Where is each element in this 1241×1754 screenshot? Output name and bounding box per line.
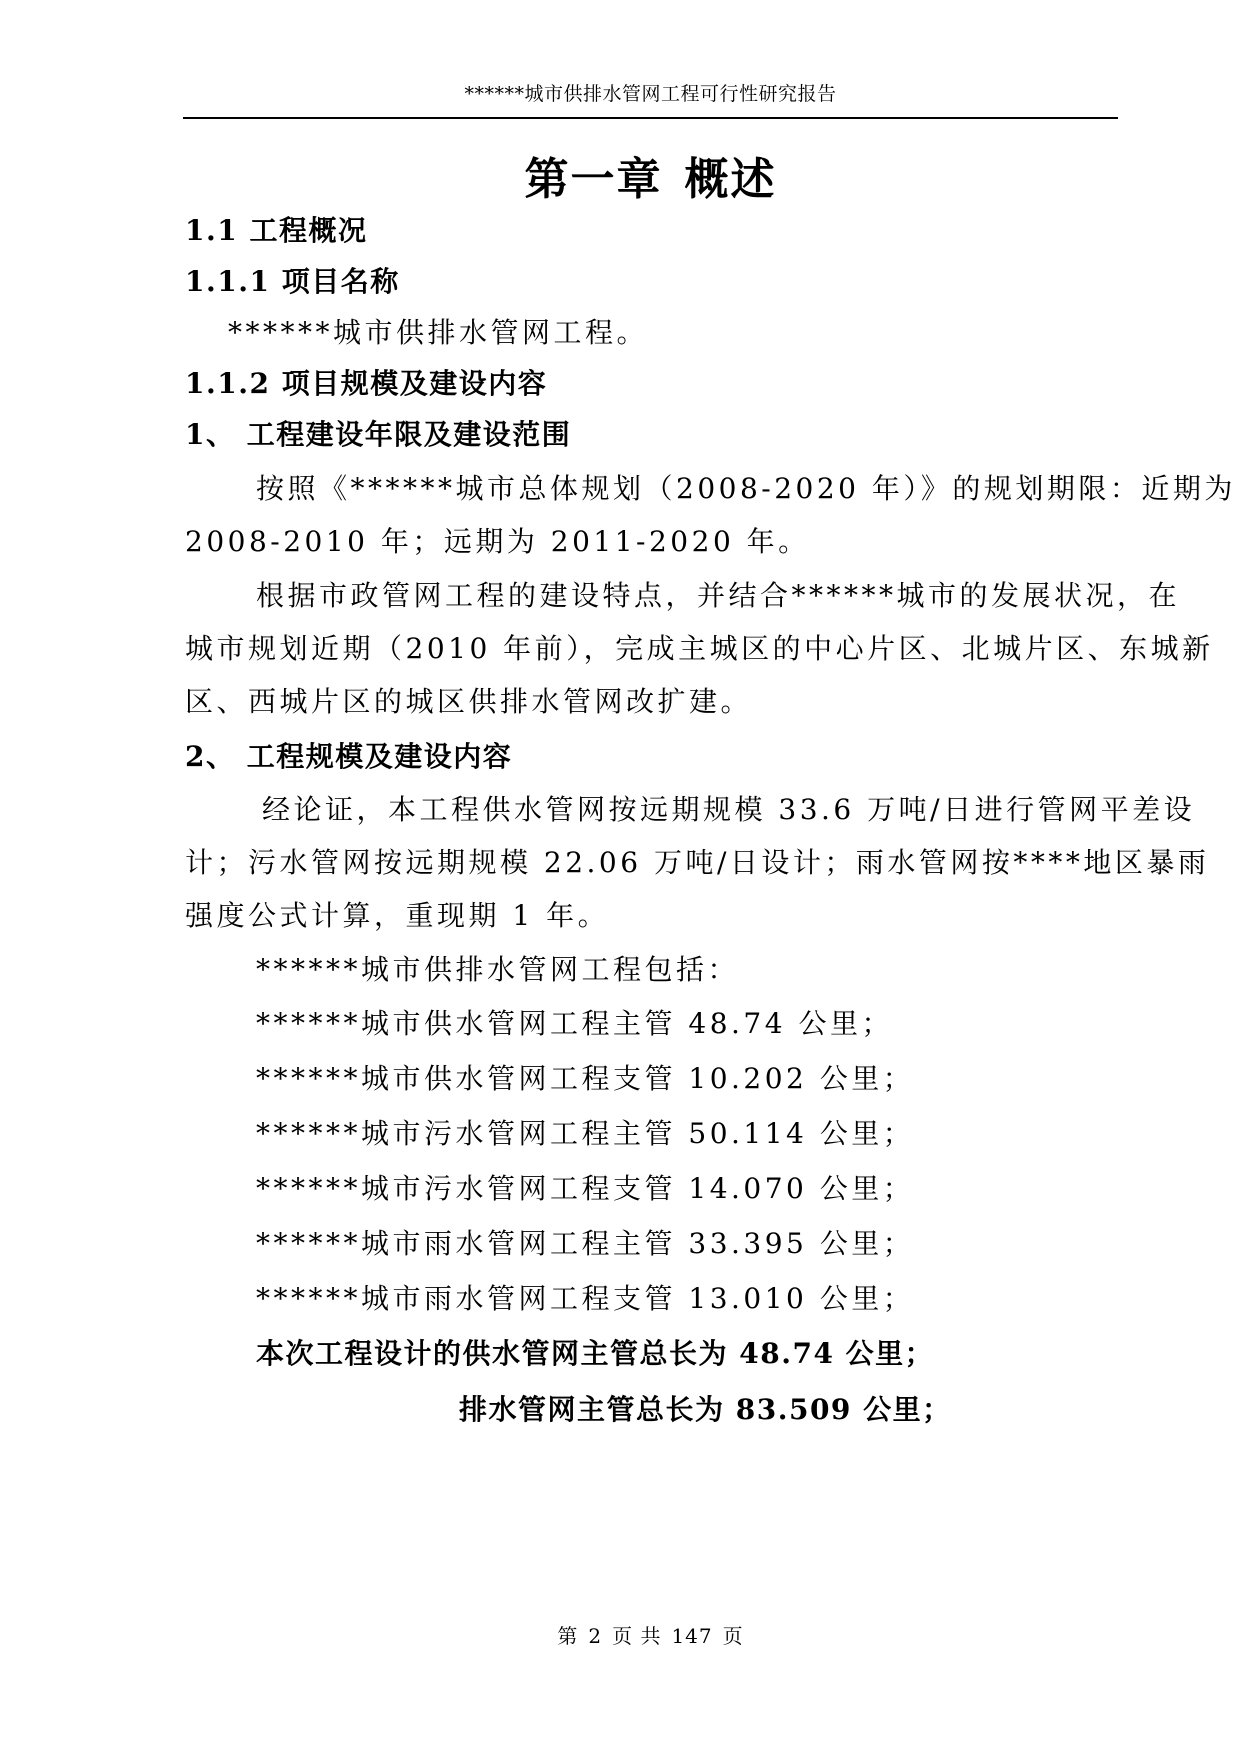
list-item: ******城市雨水管网工程主管 33.395 公里； xyxy=(256,1227,915,1260)
item2-heading: 2、 工程规模及建设内容 xyxy=(185,740,513,773)
section-heading-1-1-1: 1.1.1 项目名称 xyxy=(185,265,400,298)
footer-middle: 页 共 xyxy=(612,1624,662,1648)
paragraph-line: 计；污水管网按远期规模 22.06 万吨/日设计；雨水管网按****地区暴雨 xyxy=(185,846,1210,879)
paragraph-line: 2008-2010 年；远期为 2011-2020 年。 xyxy=(185,525,810,558)
paragraph-line: 城市规划近期（2010 年前），完成主城区的中心片区、北城片区、东城新 xyxy=(185,632,1214,665)
list-item: ******城市污水管网工程支管 14.070 公里； xyxy=(256,1172,915,1205)
chapter-number: 第一章 xyxy=(524,154,663,205)
paragraph-line: 经论证，本工程供水管网按远期规模 33.6 万吨/日进行管网平差设 xyxy=(262,793,1196,826)
includes-intro: ******城市供排水管网工程包括： xyxy=(256,953,740,986)
chapter-name: 概述 xyxy=(684,154,777,205)
paragraph-line: 强度公式计算，重现期 1 年。 xyxy=(185,899,610,932)
paragraph-line: 按照《******城市总体规划（2008-2020 年）》的规划期限：近期为 xyxy=(256,472,1236,505)
header-rule xyxy=(183,117,1118,119)
project-name-text: ******城市供排水管网工程。 xyxy=(228,316,649,349)
list-item: ******城市供水管网工程主管 48.74 公里； xyxy=(256,1007,893,1040)
page-total: 147 xyxy=(671,1624,713,1648)
summary-line-water-supply: 本次工程设计的供水管网主管总长为 48.74 公里； xyxy=(256,1337,935,1370)
list-item: ******城市雨水管网工程支管 13.010 公里； xyxy=(256,1282,915,1315)
section-heading-1-1: 1.1 工程概况 xyxy=(185,214,368,247)
paragraph-line: 区、西城片区的城区供排水管网改扩建。 xyxy=(185,685,753,718)
paragraph-line: 根据市政管网工程的建设特点，并结合******城市的发展状况，在 xyxy=(256,579,1181,612)
list-item: ******城市污水管网工程主管 50.114 公里； xyxy=(256,1117,915,1150)
page-number: 2 xyxy=(588,1624,603,1648)
section-heading-1-1-2: 1.1.2 项目规模及建设内容 xyxy=(185,367,548,400)
summary-line-drainage: 排水管网主管总长为 83.509 公里； xyxy=(459,1393,952,1426)
running-header: ******城市供排水管网工程可行性研究报告 xyxy=(464,83,837,105)
chapter-title xyxy=(183,148,1118,212)
footer-prefix: 第 xyxy=(557,1624,579,1648)
item1-heading: 1、 工程建设年限及建设范围 xyxy=(185,418,572,451)
list-item: ******城市供水管网工程支管 10.202 公里； xyxy=(256,1062,915,1095)
footer-suffix: 页 xyxy=(722,1624,744,1648)
page-footer xyxy=(183,1622,1118,1650)
